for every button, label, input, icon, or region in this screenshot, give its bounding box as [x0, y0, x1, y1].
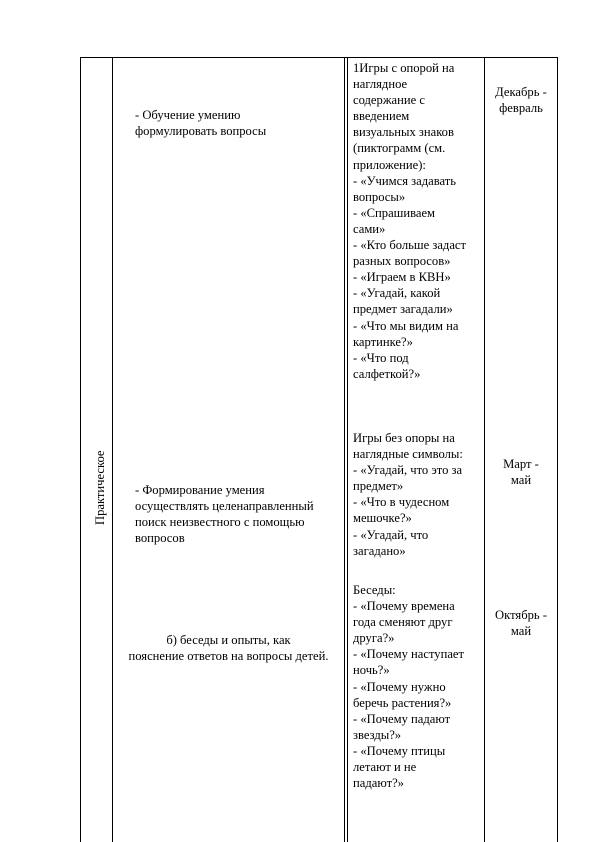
text-line: - «Почему птицы: [353, 743, 446, 758]
text-line: беречь растения?»: [353, 695, 452, 710]
text-line: картинке?»: [353, 334, 413, 349]
text-line: наглядные символы:: [353, 447, 463, 462]
text-line: поиск неизвестного с помощью: [135, 515, 305, 530]
text-line: - «Учимся задавать: [353, 173, 456, 188]
column-divider-3: [484, 57, 485, 842]
task-3: [113, 632, 344, 664]
text-line: май: [510, 624, 532, 639]
text-line: наглядное: [353, 77, 408, 92]
activity-1: [353, 60, 466, 382]
text-line: май: [510, 473, 532, 488]
text-line: ночь?»: [353, 663, 390, 678]
text-line: - «Почему наступает: [353, 647, 465, 662]
table-left-border: [80, 57, 81, 842]
text-line: сами»: [353, 221, 386, 236]
column-divider-2a: [344, 57, 345, 842]
text-line: февраль: [499, 101, 543, 116]
task-2: [135, 482, 314, 546]
text-line: загадано»: [353, 543, 406, 558]
text-line: - «Почему падают: [353, 711, 451, 726]
text-line: Игры без опоры на: [353, 431, 455, 445]
text-line: приложение):: [353, 157, 426, 172]
text-line: содержание с: [353, 93, 425, 108]
text-line: - «Угадай, что: [353, 527, 429, 542]
text-line: - «Кто больше задаст: [353, 238, 466, 253]
text-line: - «Что под: [353, 350, 409, 365]
section-label: Практическое: [93, 450, 107, 525]
activity-3: [353, 582, 464, 791]
text-line: друга?»: [353, 631, 395, 646]
period-3: [485, 607, 557, 639]
text-line: года сменяют друг: [353, 615, 453, 630]
period-1: [485, 84, 557, 116]
text-line: - Обучение умению: [135, 108, 241, 122]
text-line: (пиктограмм (см.: [353, 141, 446, 156]
text-line: - «Почему нужно: [353, 679, 446, 694]
text-line: осуществлять целенаправленный: [135, 499, 314, 514]
text-line: 1Игры с опорой на: [353, 61, 455, 75]
text-line: звезды?»: [353, 727, 402, 742]
text-line: - «Играем в КВН»: [353, 270, 451, 285]
task-1: [135, 107, 266, 139]
text-line: Беседы:: [353, 583, 396, 597]
text-line: Октябрь -: [495, 608, 547, 622]
text-line: вопросов: [135, 531, 185, 546]
column-divider-1: [112, 57, 113, 842]
column-divider-2b: [347, 57, 348, 842]
text-line: падают?»: [353, 776, 404, 791]
text-line: предмет загадали»: [353, 302, 453, 317]
text-line: вопросы»: [353, 189, 406, 204]
text-line: - «Почему времена: [353, 599, 455, 614]
text-line: - Формирование умения: [135, 483, 265, 497]
text-line: введением: [353, 109, 410, 124]
text-line: разных вопросов»: [353, 254, 451, 269]
text-line: - «Угадай, какой: [353, 286, 441, 301]
text-line: летают и не: [353, 760, 417, 775]
text-line: мешочке?»: [353, 511, 412, 526]
text-line: б) беседы и опыты, как: [166, 633, 291, 647]
text-line: - «Что мы видим на: [353, 318, 459, 333]
table-right-border: [557, 57, 558, 842]
period-2: [485, 456, 557, 488]
activity-2: [353, 430, 463, 559]
text-line: - «Что в чудесном: [353, 495, 450, 510]
text-line: Декабрь -: [495, 85, 547, 99]
text-line: салфеткой?»: [353, 366, 421, 381]
text-line: - «Угадай, что это за: [353, 463, 463, 478]
text-line: визуальных знаков: [353, 125, 454, 140]
text-line: предмет»: [353, 479, 404, 494]
text-line: - «Спрашиваем: [353, 205, 436, 220]
text-line: Март -: [503, 457, 539, 471]
text-line: пояснение ответов на вопросы детей.: [128, 649, 329, 664]
table-top-border: [80, 57, 558, 58]
text-line: формулировать вопросы: [135, 124, 267, 139]
